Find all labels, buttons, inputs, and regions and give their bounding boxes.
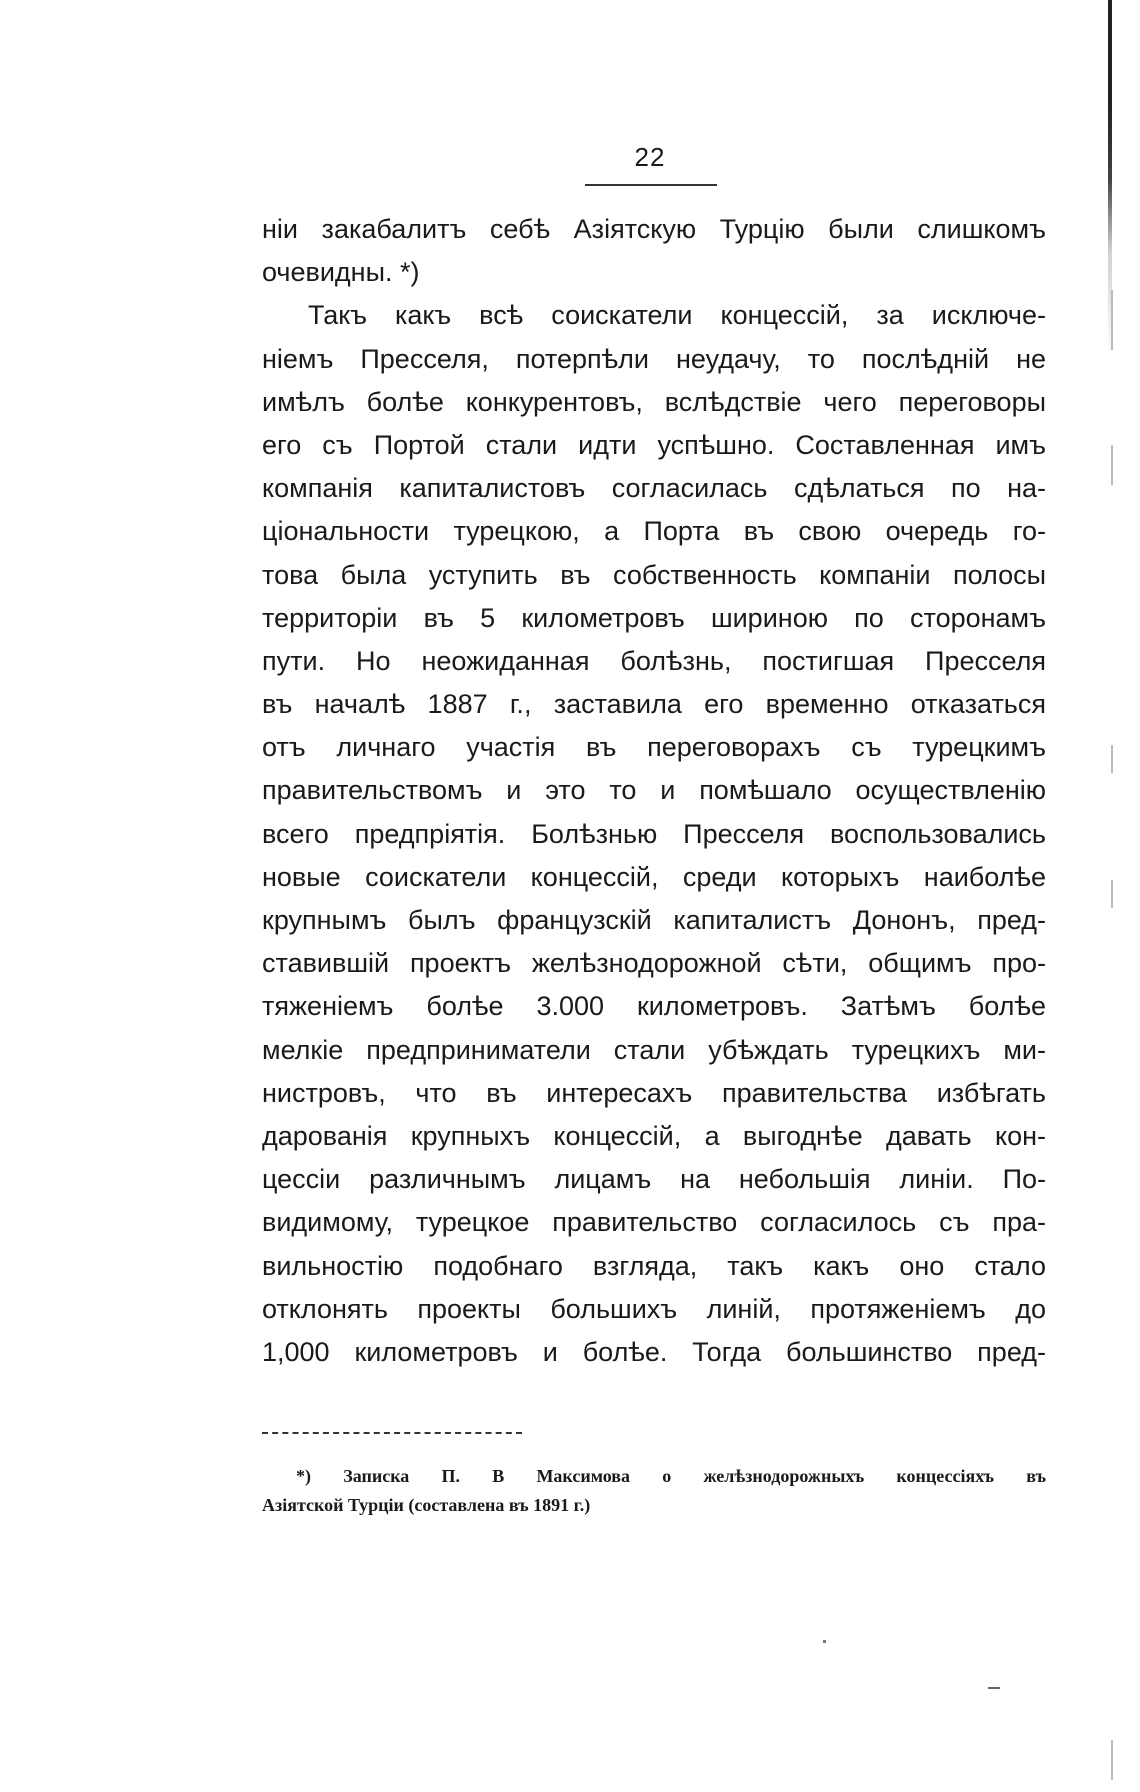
text-line: отклонять проекты большихъ линій, протяженіемъ до	[262, 1293, 1046, 1324]
text-line: правительствомъ и это то и помѣшало осуществленію	[262, 775, 1046, 806]
text-line: крупнымъ былъ французскій капиталистъ Дононъ, пред-	[262, 905, 1046, 935]
scan-mark	[1111, 290, 1113, 350]
text-line: вильностію подобнаго взгляда, такъ какъ оно стало	[262, 1250, 1046, 1281]
text-line: его съ Портой стали идти успѣшно. Составленная имъ	[262, 429, 1046, 460]
text-line: Такъ какъ всѣ соискатели концессій, за исключе-	[308, 300, 1046, 331]
text-line: въ началѣ 1887 г., заставила его временно отказаться	[262, 689, 1046, 720]
footnote-line: *) Записка П. В Максимова о желѣзнодорожныхъ концессіяхъ въ	[296, 1466, 1046, 1486]
text-line: нистровъ, что въ интересахъ правительства избѣгать	[262, 1077, 1046, 1108]
footnote-separator	[262, 1432, 522, 1434]
text-line: дарованія крупныхъ концессій, а выгоднѣе давать кон-	[262, 1120, 1046, 1151]
text-line: новые соискатели концессій, среди которыхъ наиболѣе	[262, 861, 1046, 892]
text-line: компанія капиталистовъ согласилась сдѣлаться по на-	[262, 473, 1046, 504]
body-text	[262, 208, 1046, 1374]
footnote-line: Азіятской Турціи (составлена въ 1891 г.)	[262, 1495, 591, 1515]
scan-mark	[1111, 1740, 1113, 1780]
text-line: имѣлъ болѣе конкурентовъ, вслѣдствіе чего переговоры	[262, 386, 1046, 417]
page-number: 22	[634, 142, 666, 172]
footnote	[262, 1462, 1046, 1520]
text-line: отъ личнаго участія въ переговорахъ съ турецкимъ	[262, 732, 1046, 763]
text-line: ціональности турецкою, а Порта въ свою очередь го-	[262, 516, 1046, 547]
scan-mark	[1111, 745, 1113, 773]
text-line: ніемъ Пресселя, потерпѣли неудачу, то послѣдній не	[262, 343, 1046, 374]
text-line: видимому, турецкое правительство согласилось съ пра-	[262, 1207, 1046, 1238]
page-number-rule	[585, 184, 717, 186]
scan-mark	[1111, 445, 1113, 485]
text-line: очевидны. *)	[262, 257, 420, 288]
scan-speck	[823, 1640, 826, 1643]
text-line: мелкіе предприниматели стали убѣждать турецкихъ ми-	[262, 1034, 1046, 1065]
text-line: территоріи въ 5 километровъ шириною по сторонамъ	[262, 602, 1046, 633]
text-line: ніи закабалитъ себѣ Азіятскую Турцію были слишкомъ	[262, 214, 1046, 244]
scan-speck	[988, 1687, 1000, 1689]
text-line: тяженіемъ болѣе 3.000 километровъ. Затѣмъ болѣе	[262, 991, 1046, 1022]
text-line: пути. Но неожиданная болѣзнь, постигшая Пресселя	[262, 645, 1046, 676]
text-line: ставившій проектъ желѣзнодорожной сѣти, общимъ про-	[262, 948, 1046, 979]
text-line: 1,000 километровъ и болѣе. Тогда большинство пред-	[262, 1336, 1046, 1367]
text-line: всего предпріятія. Болѣзнью Пресселя воспользовались	[262, 818, 1046, 849]
text-line: това была уступить въ собственность компаніи полосы	[262, 559, 1046, 590]
scan-mark	[1111, 880, 1113, 908]
text-line: цессіи различнымъ лицамъ на небольшія линіи. По-	[262, 1164, 1046, 1195]
